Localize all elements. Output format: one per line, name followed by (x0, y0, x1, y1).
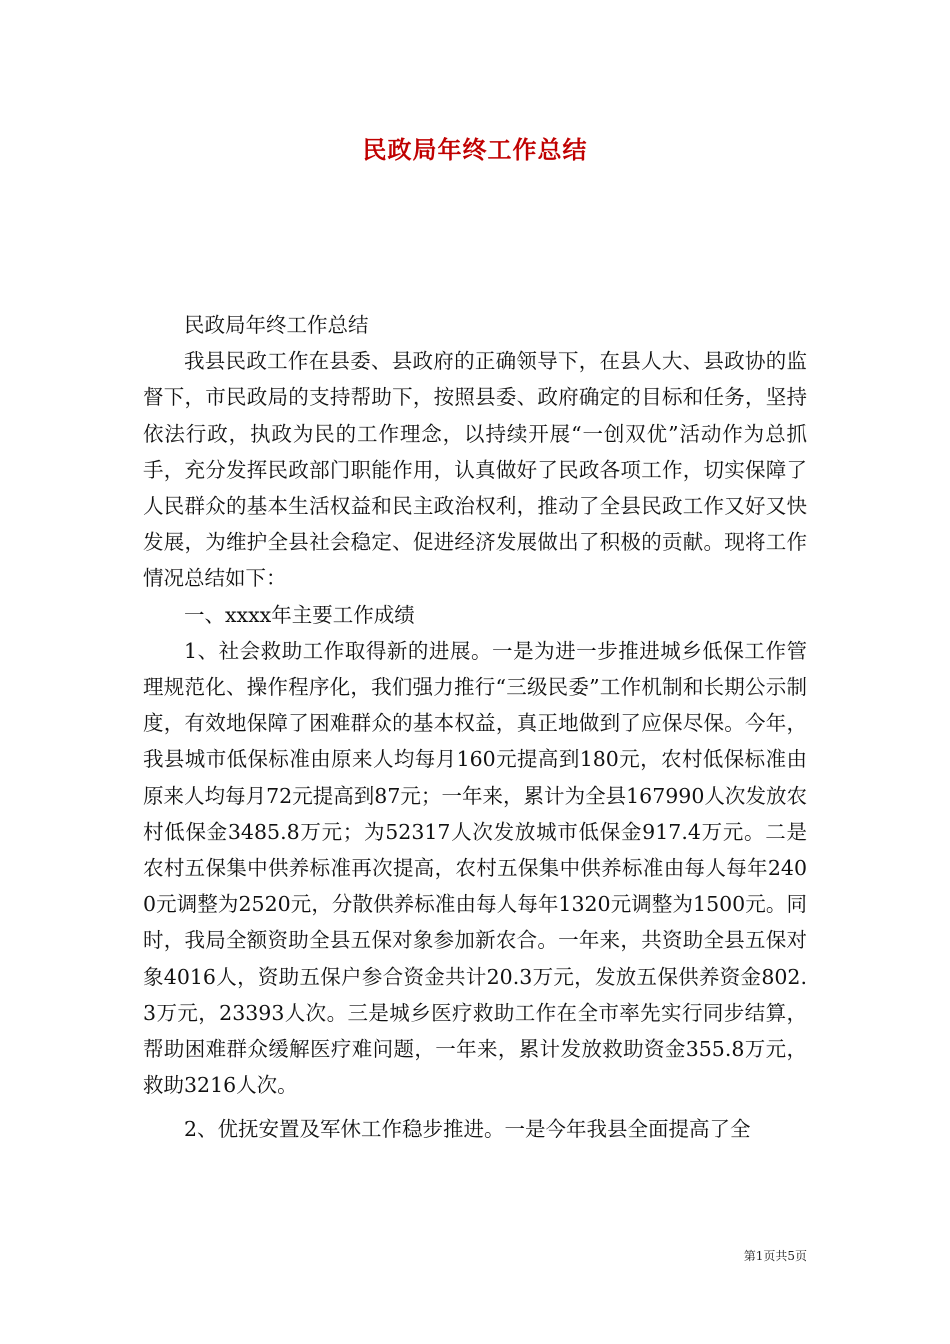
page-number-footer: 第1页共5页 (743, 1249, 807, 1263)
paragraph-preferential-care: 2、优抚安置及军休工作稳步推进。一是今年我县全面提高了全 (184, 1117, 751, 1142)
paragraph-social-assistance: 1、社会救助工作取得新的进展。一是为进一步推进城乡低保工作管理规范化、操作程序化，我们强力推行“三级民委”工作机制和长期公示制度，有效地保障了困难群众的基本权益，真正地做到了应保尽保。今年，我县城市低保标准由原来人均每月160元提高到180元，农村低保标准由原来人均每月72元提高到87元；一年来，累计为全县167990人次发放农村低保金3485.8万元；为52317人次发放城市低保金917.4万元。二是农村五保集中供养标准再次提高，农村五保集中供养标准由每人每年2400元调整为2520元，分散供养标准由每人每年1320元调整为1500元。同时，我局全额资助全县五保对象参加新农合。一年来，共资助全县五保对象4016人，资助五保户参合资金共计20.3万元，发放五保供养资金802.3万元，23393人次。三是城乡医疗救助工作在全市率先实行同步结算，帮助困难群众缓解医疗难问题，一年来，累计发放救助资金355.8万元，救助3216人次。 (143, 638, 807, 1098)
paragraph-intro: 我县民政工作在县委、县政府的正确领导下，在县人大、县政协的监督下，市民政局的支持帮助下，按照县委、政府确定的目标和任务，坚持依法行政，执政为民的工作理念，以持续开展“一创双优”活动作为总抓手，充分发挥民政部门职能作用，认真做好了民政各项工作，切实保障了人民群众的基本生活权益和民主政治权利，推动了全县民政工作又好又快发展，为维护全县社会稳定、促进经济发展做出了积极的贡献。现将工作情况总结如下： (143, 349, 807, 591)
document-body (143, 307, 807, 1148)
paragraph-subtitle: 民政局年终工作总结 (184, 313, 369, 337)
page-title: 民政局年终工作总结 (362, 135, 588, 164)
section-heading: 一、xxxx年主要工作成绩 (184, 602, 415, 627)
